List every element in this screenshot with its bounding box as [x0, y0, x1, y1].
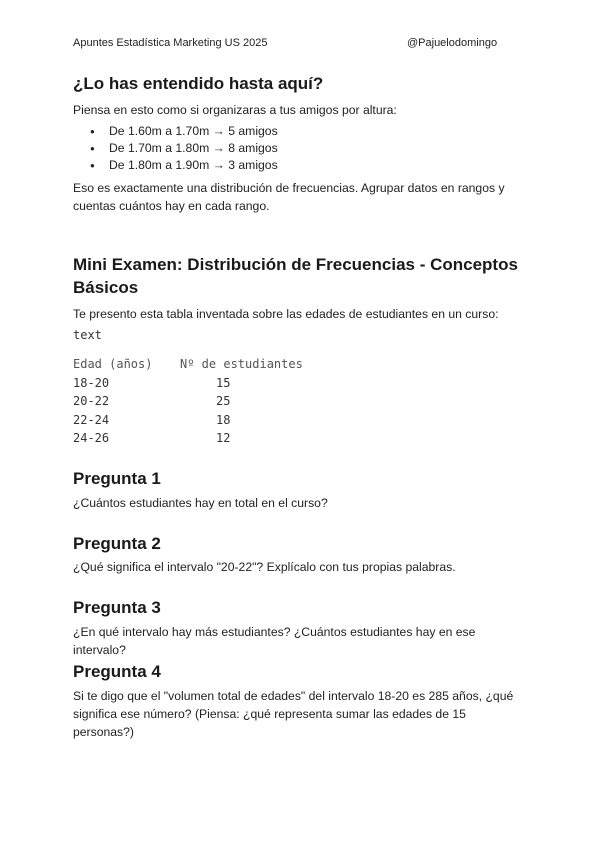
column-header-age: Edad (años) [73, 357, 153, 371]
list-item: ● De 1.80m a 1.90m → 3 amigos [73, 157, 278, 174]
question-4-text: Si te digo que el "volumen total de edades" del intervalo 18-20 es 285 años, ¿qué significa ese número? (Piensa: ¿qué representa sumar las edades de 15 personas?) [73, 689, 514, 739]
exam-title: Mini Examen: Distribución de Frecuencias - Conceptos Básicos [73, 255, 518, 297]
exam-intro: Te presento esta tabla inventada sobre las edades de estudiantes en un curso: [73, 307, 499, 321]
question-1-title: Pregunta 1 [73, 469, 161, 488]
list-item: ● De 1.60m a 1.70m → 5 amigos [73, 123, 278, 140]
question-2-title: Pregunta 2 [73, 534, 161, 553]
cell-count: 25 [216, 394, 231, 408]
column-header-students: Nº de estudiantes [180, 357, 303, 371]
friends-height-list [73, 123, 278, 174]
code-block-label: text [73, 328, 102, 342]
cell-count: 18 [216, 412, 231, 427]
cell-age: 20-22 [73, 394, 110, 408]
cell-age: 18-20 [73, 375, 110, 390]
cell-age: 24-26 [73, 431, 110, 445]
section-title: ¿Lo has entendido hasta aquí? [73, 74, 324, 93]
question-3-title: Pregunta 3 [73, 598, 161, 617]
question-3-text: ¿En qué intervalo hay más estudiantes? ¿Cuántos estudiantes hay en ese intervalo? [73, 625, 476, 657]
cell-count: 12 [216, 431, 231, 445]
question-4-title: Pregunta 4 [73, 662, 161, 681]
cell-age: 22-24 [73, 412, 110, 427]
table-row [73, 394, 303, 413]
table-row [73, 376, 303, 395]
table-row [73, 413, 303, 432]
list-item: ● De 1.70m a 1.80m → 8 amigos [73, 140, 278, 157]
header-title: Apuntes Estadística Marketing US 2025 [73, 37, 268, 49]
section-intro: Piensa en esto como si organizaras a tus amigos por altura: [73, 103, 397, 117]
table-row [73, 431, 303, 450]
header-author: @Pajuelodomingo [407, 37, 498, 49]
section-conclusion: Eso es exactamente una distribución de frecuencias. Agrupar datos en rangos y cuentas cuántos hay en cada rango. [73, 181, 505, 213]
question-1-text: ¿Cuántos estudiantes hay en total en el curso? [73, 496, 328, 510]
ages-table [73, 357, 303, 450]
table-header-row [73, 357, 303, 376]
question-2-text: ¿Qué significa el intervalo "20-22"? Explícalo con tus propias palabras. [73, 560, 456, 574]
cell-count: 15 [216, 375, 231, 390]
